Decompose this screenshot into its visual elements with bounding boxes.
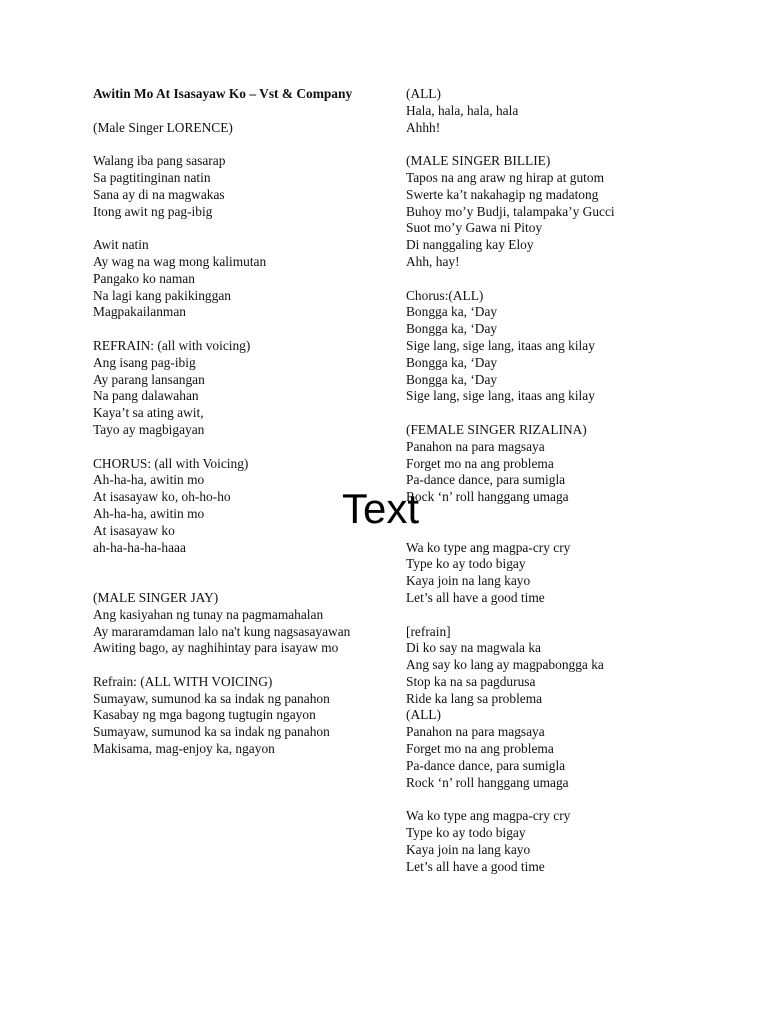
lyric-line: Stop ka na sa pagdurusa (406, 673, 536, 689)
lyric-line: Kasabay ng mga bagong tugtugin ngayon (93, 707, 316, 723)
stanza (406, 624, 706, 792)
lyric-line: Let’s all have a good time (406, 589, 545, 605)
lyric-line: Ah-ha-ha, awitin mo (93, 505, 205, 521)
stanza (93, 338, 365, 439)
lyric-line: Forget mo na ang problema (406, 741, 554, 757)
lyric-line: Pa-dance dance, para sumigla (406, 757, 566, 773)
stanza (406, 808, 706, 875)
lyric-line: Bongga ka, ‘Day (406, 354, 498, 370)
lyric-line: Forget mo na ang problema (406, 455, 554, 471)
section-heading: [refrain] (406, 623, 451, 639)
stanza (93, 237, 365, 321)
song-title-block (93, 86, 365, 103)
lyric-line: Ride ka lang sa problema (406, 690, 543, 706)
section-heading: REFRAIN: (all with voicing) (93, 337, 251, 353)
lyric-line: Di nanggaling kay Eloy (406, 237, 534, 253)
singer-heading: (FEMALE SINGER RIZALINA) (406, 421, 587, 437)
stanza (93, 590, 365, 657)
lyric-line: Ay parang lansangan (93, 371, 205, 387)
lyric-line: Swerte ka’t nakahagip ng madatong (406, 186, 599, 202)
lyric-line: Panahon na para magsaya (406, 438, 545, 454)
lyric-line: Ay wag na wag mong kalimutan (93, 253, 267, 269)
singer-heading: (MALE SINGER BILLIE) (406, 153, 551, 169)
lyric-line: Ahhh! (406, 119, 441, 135)
lyric-line: Na pang dalawahan (93, 388, 199, 404)
song-title: Awitin Mo At Isasayaw Ko – Vst & Company (93, 86, 353, 101)
section-heading: (ALL) (406, 707, 441, 723)
lyric-line: Bongga ka, ‘Day (406, 321, 498, 337)
lyric-line: Pangako ko naman (93, 270, 195, 286)
lyric-line: Ang say ko lang ay magpabongga ka (406, 657, 604, 673)
lyric-line: Bongga ka, ‘Day (406, 371, 498, 387)
section-heading: CHORUS: (all with Voicing) (93, 455, 249, 471)
singer-heading: (Male Singer LORENCE) (93, 119, 233, 135)
stanza (93, 120, 365, 137)
lyric-line: Itong awit ng pag-ibig (93, 203, 213, 219)
lyric-line: Wa ko type ang magpa-cry cry (406, 808, 571, 824)
section-heading: (ALL) (406, 86, 441, 101)
lyric-line: At isasayaw ko, oh-ho-ho (93, 489, 231, 505)
lyric-line: Makisama, mag-enjoy ka, ngayon (93, 741, 275, 757)
lyric-line: Pa-dance dance, para sumigla (406, 472, 566, 488)
stanza (93, 153, 365, 220)
stanza (406, 153, 706, 271)
singer-heading: (MALE SINGER JAY) (93, 589, 219, 605)
lyric-line: Kaya’t sa ating awit, (93, 405, 204, 421)
lyric-line: Na lagi kang pakikinggan (93, 287, 231, 303)
lyric-line: Buhoy mo’y Budji, talampaka’y Gucci (406, 203, 615, 219)
lyric-line: Tapos na ang araw ng hirap at gutom (406, 169, 605, 185)
left-lyrics-column (93, 86, 365, 775)
lyric-line: Bongga ka, ‘Day (406, 304, 498, 320)
lyric-line: Walang iba pang sasarap (93, 153, 226, 169)
right-lyrics-column (406, 86, 706, 892)
lyric-line: Panahon na para magsaya (406, 724, 545, 740)
lyric-line: Let’s all have a good time (406, 858, 545, 874)
section-heading: Refrain: (ALL WITH VOICING) (93, 673, 273, 689)
lyric-line: Kaya join na lang kayo (406, 841, 531, 857)
lyric-line: Sige lang, sige lang, itaas ang kilay (406, 337, 595, 353)
lyric-line: Ang isang pag-ibig (93, 354, 196, 370)
stanza (406, 86, 706, 136)
lyric-line: At isasayaw ko (93, 522, 175, 538)
lyric-line: Ah-ha-ha, awitin mo (93, 472, 205, 488)
lyric-line: Type ko ay todo bigay (406, 556, 526, 572)
stanza (406, 422, 706, 506)
lyric-line: Ang kasiyahan ng tunay na pagmamahalan (93, 606, 324, 622)
lyric-line: Ay mararamdaman lalo na't kung nagsasayawan (93, 623, 351, 639)
lyric-line: Suot mo’y Gawa ni Pitoy (406, 220, 543, 236)
lyric-line: Kaya join na lang kayo (406, 573, 531, 589)
lyric-line: Sumayaw, sumunod ka sa indak ng panahon (93, 690, 330, 706)
lyric-line: Sa pagtitinginan natin (93, 169, 211, 185)
lyric-line: Sana ay di na magwakas (93, 186, 225, 202)
lyric-line: Awiting bago, ay naghihintay para isayaw mo (93, 640, 339, 656)
lyric-line: Magpakailanman (93, 304, 186, 320)
lyric-line: Sumayaw, sumunod ka sa indak ng panahon (93, 724, 330, 740)
lyric-line: Wa ko type ang magpa-cry cry (406, 539, 571, 555)
stanza (93, 674, 365, 758)
stanza (406, 288, 706, 406)
section-heading: Chorus:(ALL) (406, 287, 484, 303)
text-overlay: Text (342, 485, 420, 532)
lyric-line: Di ko say na magwala ka (406, 640, 541, 656)
lyric-line: Awit natin (93, 237, 149, 253)
lyric-line: Tayo ay magbigayan (93, 421, 205, 437)
lyric-line: Rock ‘n’ roll hanggang umaga (406, 489, 569, 505)
lyric-line: Type ko ay todo bigay (406, 825, 526, 841)
lyric-line: Sige lang, sige lang, itaas ang kilay (406, 388, 595, 404)
stanza (93, 456, 365, 557)
stanza (406, 540, 706, 607)
lyric-line: Hala, hala, hala, hala (406, 102, 519, 118)
lyric-line: ah-ha-ha-ha-haaa (93, 539, 186, 555)
lyric-line: Rock ‘n’ roll hanggang umaga (406, 774, 569, 790)
lyric-line: Ahh, hay! (406, 253, 460, 269)
